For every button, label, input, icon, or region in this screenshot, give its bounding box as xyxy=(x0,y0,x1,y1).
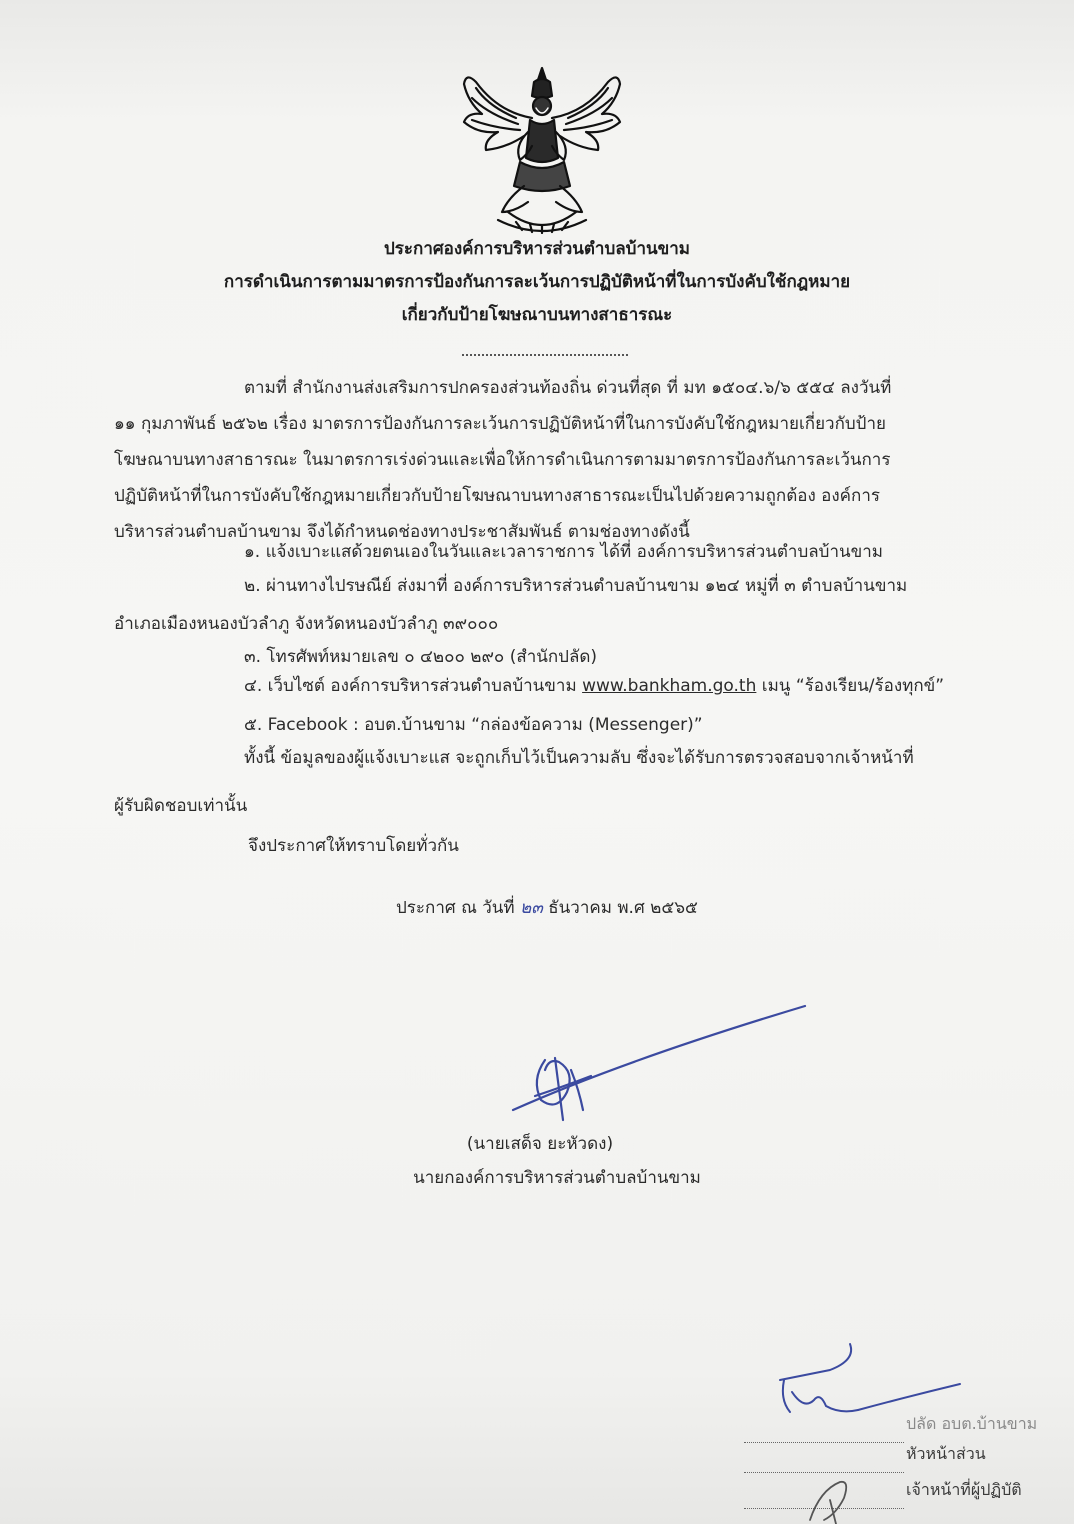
closing-statement: จึงประกาศให้ทราบโดยทั่วกัน xyxy=(248,836,459,856)
channel-item-2-line-1: ๒. ผ่านทางไปรษณีย์ ส่งมาที่ องค์การบริหารส่วนตำบลบ้านขาม ๑๒๔ หมู่ที่ ๓ ตำบลบ้านขาม xyxy=(244,576,908,596)
paragraph-2-line-1: ทั้งนี้ ข้อมูลของผู้แจ้งเบาะแส จะถูกเก็บไว้เป็นความลับ ซึ่งจะได้รับการตรวจสอบจากเจ้าหน้าที่ xyxy=(244,748,914,768)
approval-label-3: เจ้าหน้าที่ผู้ปฏิบัติ xyxy=(906,1480,1022,1499)
signer-title: นายกองค์การบริหารส่วนตำบลบ้านขาม xyxy=(413,1168,701,1188)
date-day-handwritten: ๒๓ xyxy=(520,898,543,918)
approval-label-1: ปลัด อบต.บ้านขาม xyxy=(906,1414,1038,1433)
signer-name: (นายเสด็จ ยะหัวดง) xyxy=(466,1134,614,1154)
paragraph-1-line-1: ตามที่ สำนักงานส่งเสริมการปกครองส่วนท้องถิ่น ด่วนที่สุด ที่ มท ๑๕๐๔.๖/๖ ๕๕๔ ลงวันที่ xyxy=(244,378,892,398)
paragraph-1-line-5: บริหารส่วนตำบลบ้านขาม จึงได้กำหนดช่องทางประชาสัมพันธ์ ตามช่องทางดังนี้ xyxy=(114,522,690,542)
announcement-title: ประกาศองค์การบริหารส่วนตำบลบ้านขาม xyxy=(383,239,690,259)
website-link[interactable]: www.bankham.go.th xyxy=(582,676,757,696)
paragraph-1-line-2: ๑๑ กุมภาพันธ์ ๒๕๖๒ เรื่อง มาตรการป้องกันการละเว้นการปฏิบัติหน้าที่ในการบังคับใช้กฎหมายเกี่ยวกับป้าย xyxy=(114,414,886,434)
garuda-emblem-icon xyxy=(458,62,626,234)
channel-item-3: ๓. โทรศัพท์หมายเลข ๐ ๔๒๐๐ ๒๙๐ (สำนักปลัด) xyxy=(244,647,598,667)
channel-item-2-line-2: อำเภอเมืองหนองบัวลำภู จังหวัดหนองบัวลำภู ๓๙๐๐๐ xyxy=(114,614,499,634)
announcement-subject-line-1: การดำเนินการตามมาตรการป้องกันการละเว้นการปฏิบัติหน้าที่ในการบังคับใช้กฎหมาย xyxy=(223,272,851,292)
channel-item-4 xyxy=(244,672,944,699)
date-prefix: ประกาศ ณ วันที่ xyxy=(396,898,515,918)
channel-item-4-text: ๔. เว็บไซต์ องค์การบริหารส่วนตำบลบ้านขาม xyxy=(244,676,583,696)
channel-item-1: ๑. แจ้งเบาะแสด้วยตนเองในวันและเวลาราชการ ได้ที่ องค์การบริหารส่วนตำบลบ้านขาม xyxy=(244,542,883,562)
paragraph-1-line-3: โฆษณาบนทางสาธารณะ ในมาตรการเร่งด่วนและเพื่อให้การดำเนินการตามมาตรการป้องกันการละเว้นการ xyxy=(114,450,891,470)
announcement-date xyxy=(396,894,698,921)
approval-signature xyxy=(770,1340,970,1420)
paragraph-2-line-2: ผู้รับผิดชอบเท่านั้น xyxy=(114,796,248,816)
approval-line-1 xyxy=(744,1430,904,1443)
approval-label-2: หัวหน้าส่วน xyxy=(906,1444,986,1463)
title-divider xyxy=(462,340,628,356)
paragraph-1-line-4: ปฏิบัติหน้าที่ในการบังคับใช้กฎหมายเกี่ยวกับป้ายโฆษณาบนทางสาธารณะเป็นไปด้วยความถูกต้อง องค์การ xyxy=(114,486,881,506)
officer-signature xyxy=(800,1470,880,1524)
mayor-signature xyxy=(505,1000,815,1130)
channel-item-4-menu: เมนู “ร้องเรียน/ร้องทุกข์” xyxy=(756,676,945,696)
channel-item-5: ๕. Facebook : อบต.บ้านขาม “กล่องข้อความ (Messenger)” xyxy=(244,715,703,735)
announcement-subject-line-2: เกี่ยวกับป้ายโฆษณาบนทางสาธารณะ xyxy=(401,305,673,325)
date-month-year: ธันวาคม พ.ศ ๒๕๖๕ xyxy=(548,898,698,918)
